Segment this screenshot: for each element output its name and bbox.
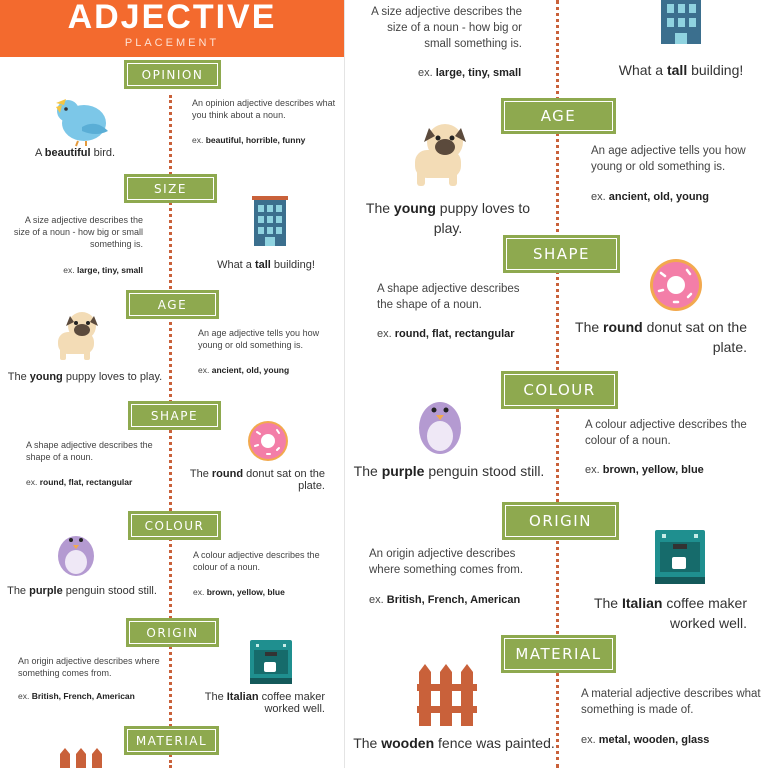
building-icon (659, 0, 703, 44)
bird-icon (52, 97, 110, 147)
tag-origin: ORIGIN (502, 502, 619, 540)
donut-icon (649, 258, 703, 312)
material-examples: ex. metal, wooden, glass (581, 734, 710, 746)
tag-colour: COLOUR (501, 371, 618, 409)
pug-icon (52, 310, 104, 362)
material-sentence: The wooden fence was painted. (353, 735, 555, 751)
colour-examples: ex. brown, yellow, blue (585, 464, 704, 476)
donut-icon (247, 420, 289, 462)
colour-sentence: The purple penguin stood still. (353, 463, 545, 479)
header-banner (0, 0, 344, 57)
material-description: A material adjective describes what something is made of. (581, 688, 761, 717)
size-sentence: What a tall building! (618, 62, 744, 78)
shape-description: A shape adjective describes the shape of a noun. (26, 440, 153, 463)
age-description: An age adjective tells you how young or old something is. (198, 328, 320, 351)
size-examples: ex. large, tiny, small (63, 265, 143, 275)
page-subtitle: PLACEMENT (124, 37, 220, 49)
shape-examples: ex. round, flat, rectangular (377, 328, 515, 340)
shape-examples: ex. round, flat, rectangular (26, 477, 133, 487)
size-sentence: What a tall building! (217, 259, 315, 271)
origin-examples: ex. British, French, American (369, 594, 521, 606)
origin-sentence: The Italian coffee maker worked well. (204, 691, 325, 715)
coffee-maker-icon (655, 530, 705, 584)
shape-description: A shape adjective describes the shape of a noun. (377, 283, 520, 312)
penguin-icon (56, 526, 96, 578)
colour-examples: ex. brown, yellow, blue (193, 587, 285, 597)
origin-sentence: The Italian coffee maker worked well. (593, 595, 747, 632)
shape-sentence: The round donut sat on the plate. (575, 319, 747, 356)
tag-shape: SHAPE (128, 401, 221, 430)
age-sentence: The young puppy loves to play. (7, 371, 163, 383)
colour-description: A colour adjective describes the colour of a noun. (193, 550, 320, 573)
opinion-examples: ex. beautiful, horrible, funny (192, 135, 306, 145)
origin-examples: ex. British, French, American (18, 691, 135, 701)
right-infographic-panel (344, 0, 768, 768)
coffee-maker-icon (250, 640, 292, 684)
size-description: A size adjective describes the size of a noun - how big or small something is. (371, 6, 522, 51)
origin-description: An origin adjective describes where something comes from. (369, 548, 524, 577)
tag-size: SIZE (124, 174, 217, 203)
tag-origin: ORIGIN (126, 618, 219, 647)
colour-description: A colour adjective describes the colour of a noun. (585, 419, 747, 448)
opinion-description: An opinion adjective describes what you think about a noun. (192, 98, 336, 121)
shape-sentence: The round donut sat on the plate. (189, 468, 325, 492)
page-title: ADJECTIVE (67, 0, 277, 36)
building-icon (252, 196, 288, 246)
age-description: An age adjective tells you how young or old something is. (591, 145, 746, 174)
tag-material: MATERIAL (124, 726, 219, 755)
tag-age: AGE (501, 98, 616, 134)
tag-age: AGE (126, 290, 219, 319)
left-infographic-panel (0, 0, 344, 768)
fence-icon-partial (58, 748, 106, 768)
age-sentence: The young puppy loves to play. (365, 200, 531, 237)
tag-opinion: OPINION (124, 60, 221, 89)
tag-shape: SHAPE (503, 235, 620, 273)
age-examples: ex. ancient, old, young (198, 365, 290, 375)
opinion-sentence: A beautiful bird. (34, 147, 116, 159)
penguin-icon (417, 392, 463, 456)
tag-colour: COLOUR (128, 511, 221, 540)
size-description: A size adjective describes the size of a noun - how big or small something is. (13, 215, 143, 250)
fence-icon (417, 662, 477, 726)
size-examples: ex. large, tiny, small (418, 67, 522, 79)
pug-icon (407, 122, 473, 188)
colour-sentence: The purple penguin stood still. (7, 585, 157, 597)
age-examples: ex. ancient, old, young (591, 191, 709, 203)
origin-description: An origin adjective describes where something comes from. (18, 656, 160, 679)
tag-material: MATERIAL (501, 635, 616, 673)
